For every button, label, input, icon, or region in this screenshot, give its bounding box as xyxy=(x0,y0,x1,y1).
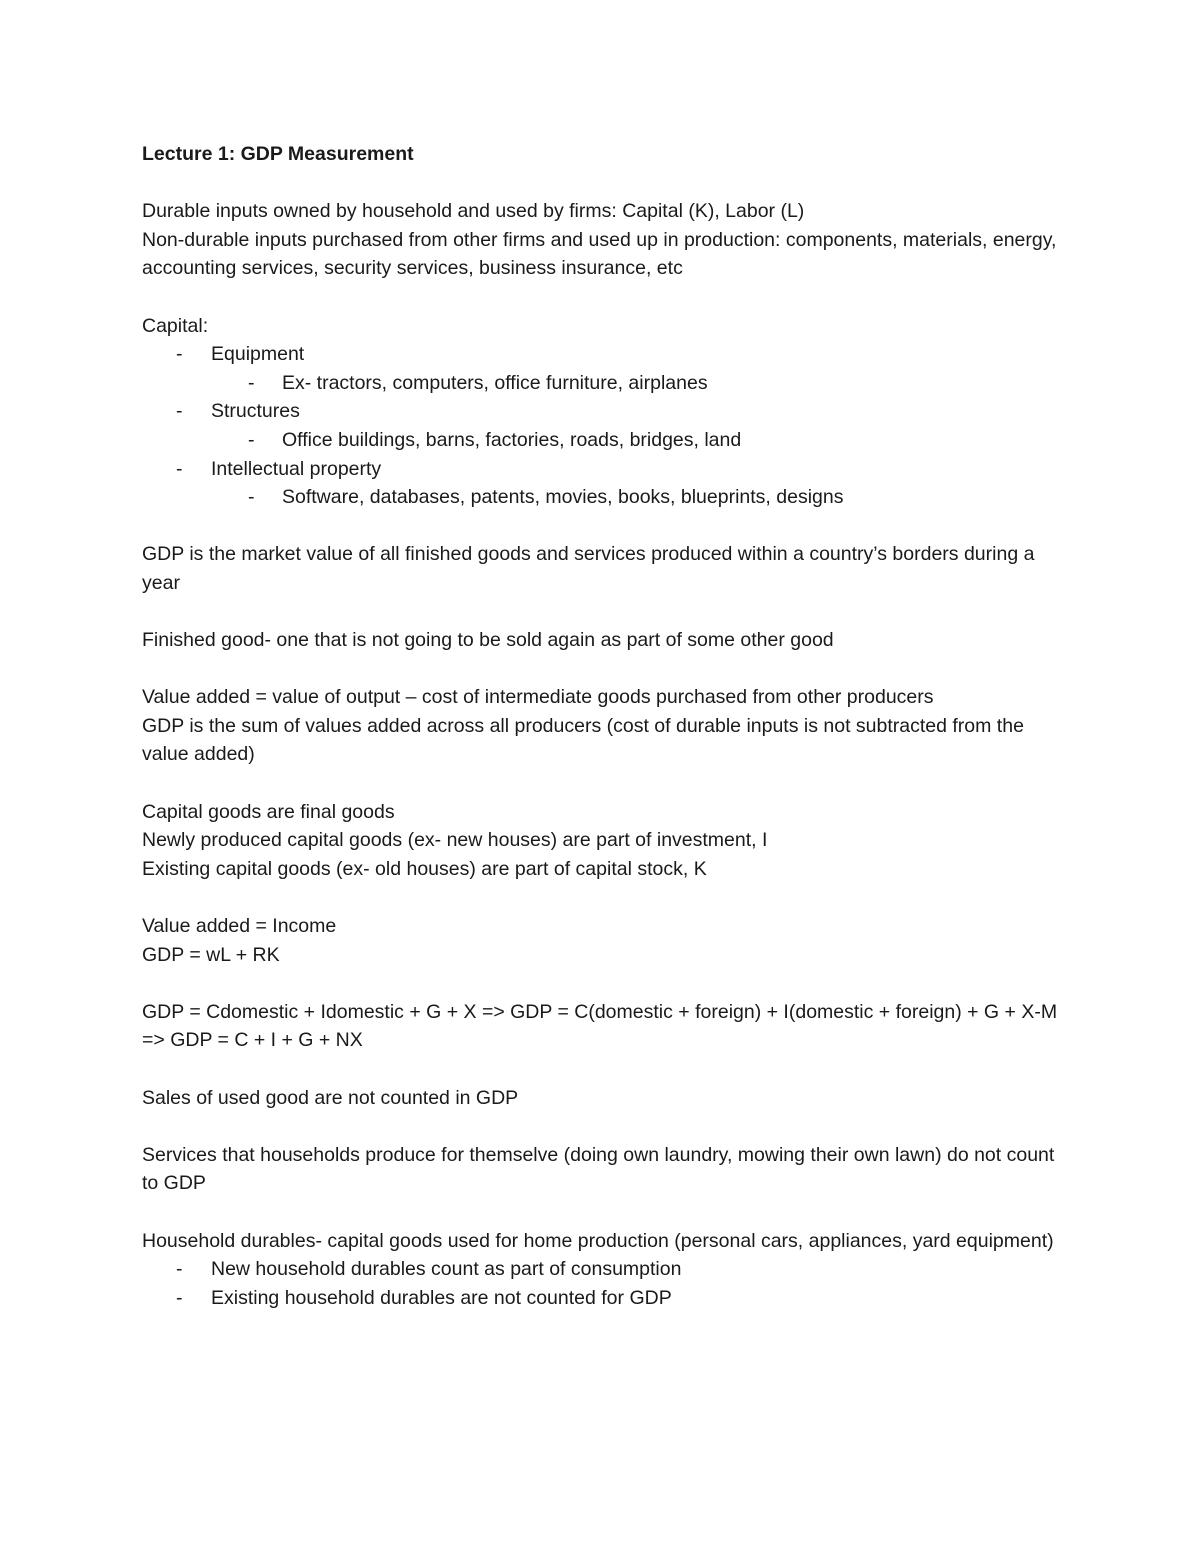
dash-bullet: - xyxy=(248,486,255,509)
capital-heading: Capital: xyxy=(142,314,209,337)
finished-good-text: Finished good- one that is not going to be sold again as part of some other good xyxy=(142,629,834,652)
dash-bullet: - xyxy=(176,400,183,423)
spacer xyxy=(142,283,1072,312)
durable-inputs-text: Durable inputs owned by household and used by firms: Capital (K), Labor (L) xyxy=(142,200,805,223)
list-subitem-label: Ex- tractors, computers, office furniture, airplanes xyxy=(282,371,708,394)
dash-bullet: - xyxy=(176,1286,183,1309)
spacer xyxy=(142,1112,1072,1141)
spacer xyxy=(142,169,1072,198)
list-item-label: Equipment xyxy=(211,343,305,366)
gdp-sum-text: GDP is the sum of values added across all producers (cost of durable inputs is not subtracted from the value added) xyxy=(142,714,1024,766)
dash-bullet: - xyxy=(176,457,183,480)
spacer xyxy=(142,1198,1072,1227)
spacer xyxy=(142,969,1072,998)
dash-bullet: - xyxy=(176,343,183,366)
list-subitem-equipment-examples xyxy=(142,369,1072,398)
list-item-new-durables xyxy=(142,1255,1072,1284)
list-item-intellectual-property xyxy=(142,455,1072,484)
list-subitem-intellectual-property-examples xyxy=(142,483,1072,512)
list-subitem-structures-examples xyxy=(142,426,1072,455)
list-item-label: Intellectual property xyxy=(211,457,382,480)
capital-goods-final-text: Capital goods are final goods xyxy=(142,800,395,823)
document-page xyxy=(142,140,1072,1312)
household-services-text: Services that households produce for themselve (doing own laundry, mowing their own lawn) do not count to GDP xyxy=(142,1143,1055,1195)
list-item-label: Existing household durables are not counted for GDP xyxy=(211,1286,672,1309)
list-item-label: New household durables count as part of consumption xyxy=(211,1258,682,1281)
spacer xyxy=(142,883,1072,912)
non-durable-inputs-text: Non-durable inputs purchased from other firms and used up in production: components, materials, energy, accounting services, security services, business insurance, etc xyxy=(142,228,1057,280)
value-added-text: Value added = value of output – cost of intermediate goods purchased from other producers xyxy=(142,686,934,709)
page-title: Lecture 1: GDP Measurement xyxy=(142,143,414,165)
dash-bullet: - xyxy=(248,428,255,451)
spacer xyxy=(142,512,1072,541)
spacer xyxy=(142,655,1072,684)
spacer xyxy=(142,598,1072,627)
new-capital-goods-text: Newly produced capital goods (ex- new houses) are part of investment, I xyxy=(142,829,768,852)
gdp-income-equation: GDP = wL + RK xyxy=(142,943,280,966)
value-added-income-text: Value added = Income xyxy=(142,915,337,938)
list-item-existing-durables xyxy=(142,1284,1072,1313)
dash-bullet: - xyxy=(248,371,255,394)
used-goods-text: Sales of used good are not counted in GDP xyxy=(142,1086,519,1109)
existing-capital-goods-text: Existing capital goods (ex- old houses) are part of capital stock, K xyxy=(142,857,707,880)
list-subitem-label: Office buildings, barns, factories, roads, bridges, land xyxy=(282,428,742,451)
list-item-structures xyxy=(142,397,1072,426)
spacer xyxy=(142,1055,1072,1084)
dash-bullet: - xyxy=(176,1258,183,1281)
spacer xyxy=(142,769,1072,798)
list-subitem-label: Software, databases, patents, movies, books, blueprints, designs xyxy=(282,486,844,509)
gdp-expenditure-equation: GDP = Cdomestic + Idomestic + G + X => GDP = C(domestic + foreign) + I(domestic + foreign) + G + X-M => GDP = C + I + G + NX xyxy=(142,1000,1058,1052)
list-item-label: Structures xyxy=(211,400,300,423)
household-durables-text: Household durables- capital goods used for home production (personal cars, appliances, yard equipment) xyxy=(142,1229,1054,1252)
list-item-equipment xyxy=(142,340,1072,369)
gdp-definition-text: GDP is the market value of all finished goods and services produced within a country’s borders during a year xyxy=(142,543,1035,594)
